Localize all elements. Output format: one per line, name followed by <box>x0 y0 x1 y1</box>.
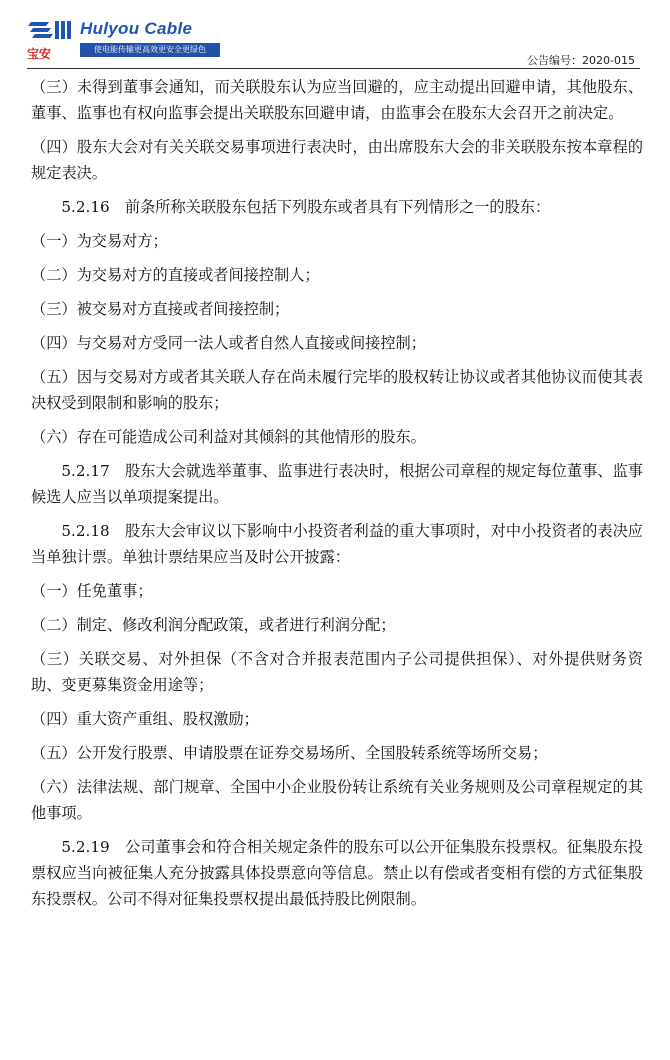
logo-tagline: 使电能传输更高效更安全更绿色 <box>80 43 220 57</box>
paragraph: （五）因与交易对方或者其关联人存在尚未履行完毕的股权转让协议或者其他协议而使其表决权受到限制和影响的股东； <box>31 368 643 412</box>
company-logo <box>27 18 206 66</box>
document-number: 公告编号：2020-015 <box>527 54 635 67</box>
logo-chinese-name: 宝安 <box>27 47 52 61</box>
logo-english-name: Hulyou Cable <box>80 19 193 38</box>
paragraph: （四）股东大会对有关关联交易事项进行表决时，由出席股东大会的非关联股东按本章程的规定表决。 <box>31 138 643 182</box>
paragraph: 5.2.16 前条所称关联股东包括下列股东或者具有下列情形之一的股东： <box>61 198 551 216</box>
document-body <box>31 74 643 920</box>
paragraph: （三）被交易对方直接或者间接控制； <box>31 300 290 318</box>
paragraph: 5.2.19 公司董事会和符合相关规定条件的股东可以公开征集股东投票权。征集股东投票权应当向被征集人充分披露具体投票意向等信息。禁止以有偿或者变相有偿的方式征集股东投票权。公司不得对征集投票权提出最低持股比例限制。 <box>31 838 643 908</box>
paragraph: （二）为交易对方的直接或者间接控制人； <box>31 266 320 284</box>
logo-mark-icon <box>27 18 79 48</box>
header-divider <box>27 68 640 69</box>
paragraph: （五）公开发行股票、申请股票在证券交易场所、全国股转系统等场所交易； <box>31 744 548 762</box>
paragraph: （三）未得到董事会通知，而关联股东认为应当回避的，应主动提出回避申请，其他股东、董事、监事也有权向监事会提出关联股东回避申请，由监事会在股东大会召开之前决定。 <box>31 78 643 122</box>
paragraph: 5.2.18 股东大会审议以下影响中小投资者利益的重大事项时，对中小投资者的表决应当单独计票。单独计票结果应当及时公开披露： <box>31 522 643 566</box>
paragraph: （二）制定、修改利润分配政策，或者进行利润分配； <box>31 616 396 634</box>
page-header <box>0 0 670 70</box>
paragraph: （六）法律法规、部门规章、全国中小企业股份转让系统有关业务规则及公司章程规定的其他事项。 <box>31 778 643 822</box>
paragraph: （一）为交易对方； <box>31 232 168 250</box>
paragraph: 5.2.17 股东大会就选举董事、监事进行表决时，根据公司章程的规定每位董事、监事候选人应当以单项提案提出。 <box>31 462 643 506</box>
paragraph: （六）存在可能造成公司利益对其倾斜的其他情形的股东。 <box>31 428 426 446</box>
paragraph: （三）关联交易、对外担保（不含对合并报表范围内子公司提供担保）、对外提供财务资助、变更募集资金用途等； <box>31 650 643 694</box>
paragraph: （一）任免董事； <box>31 582 153 600</box>
paragraph: （四）重大资产重组、股权激励； <box>31 710 259 728</box>
paragraph: （四）与交易对方受同一法人或者自然人直接或间接控制； <box>31 334 426 352</box>
